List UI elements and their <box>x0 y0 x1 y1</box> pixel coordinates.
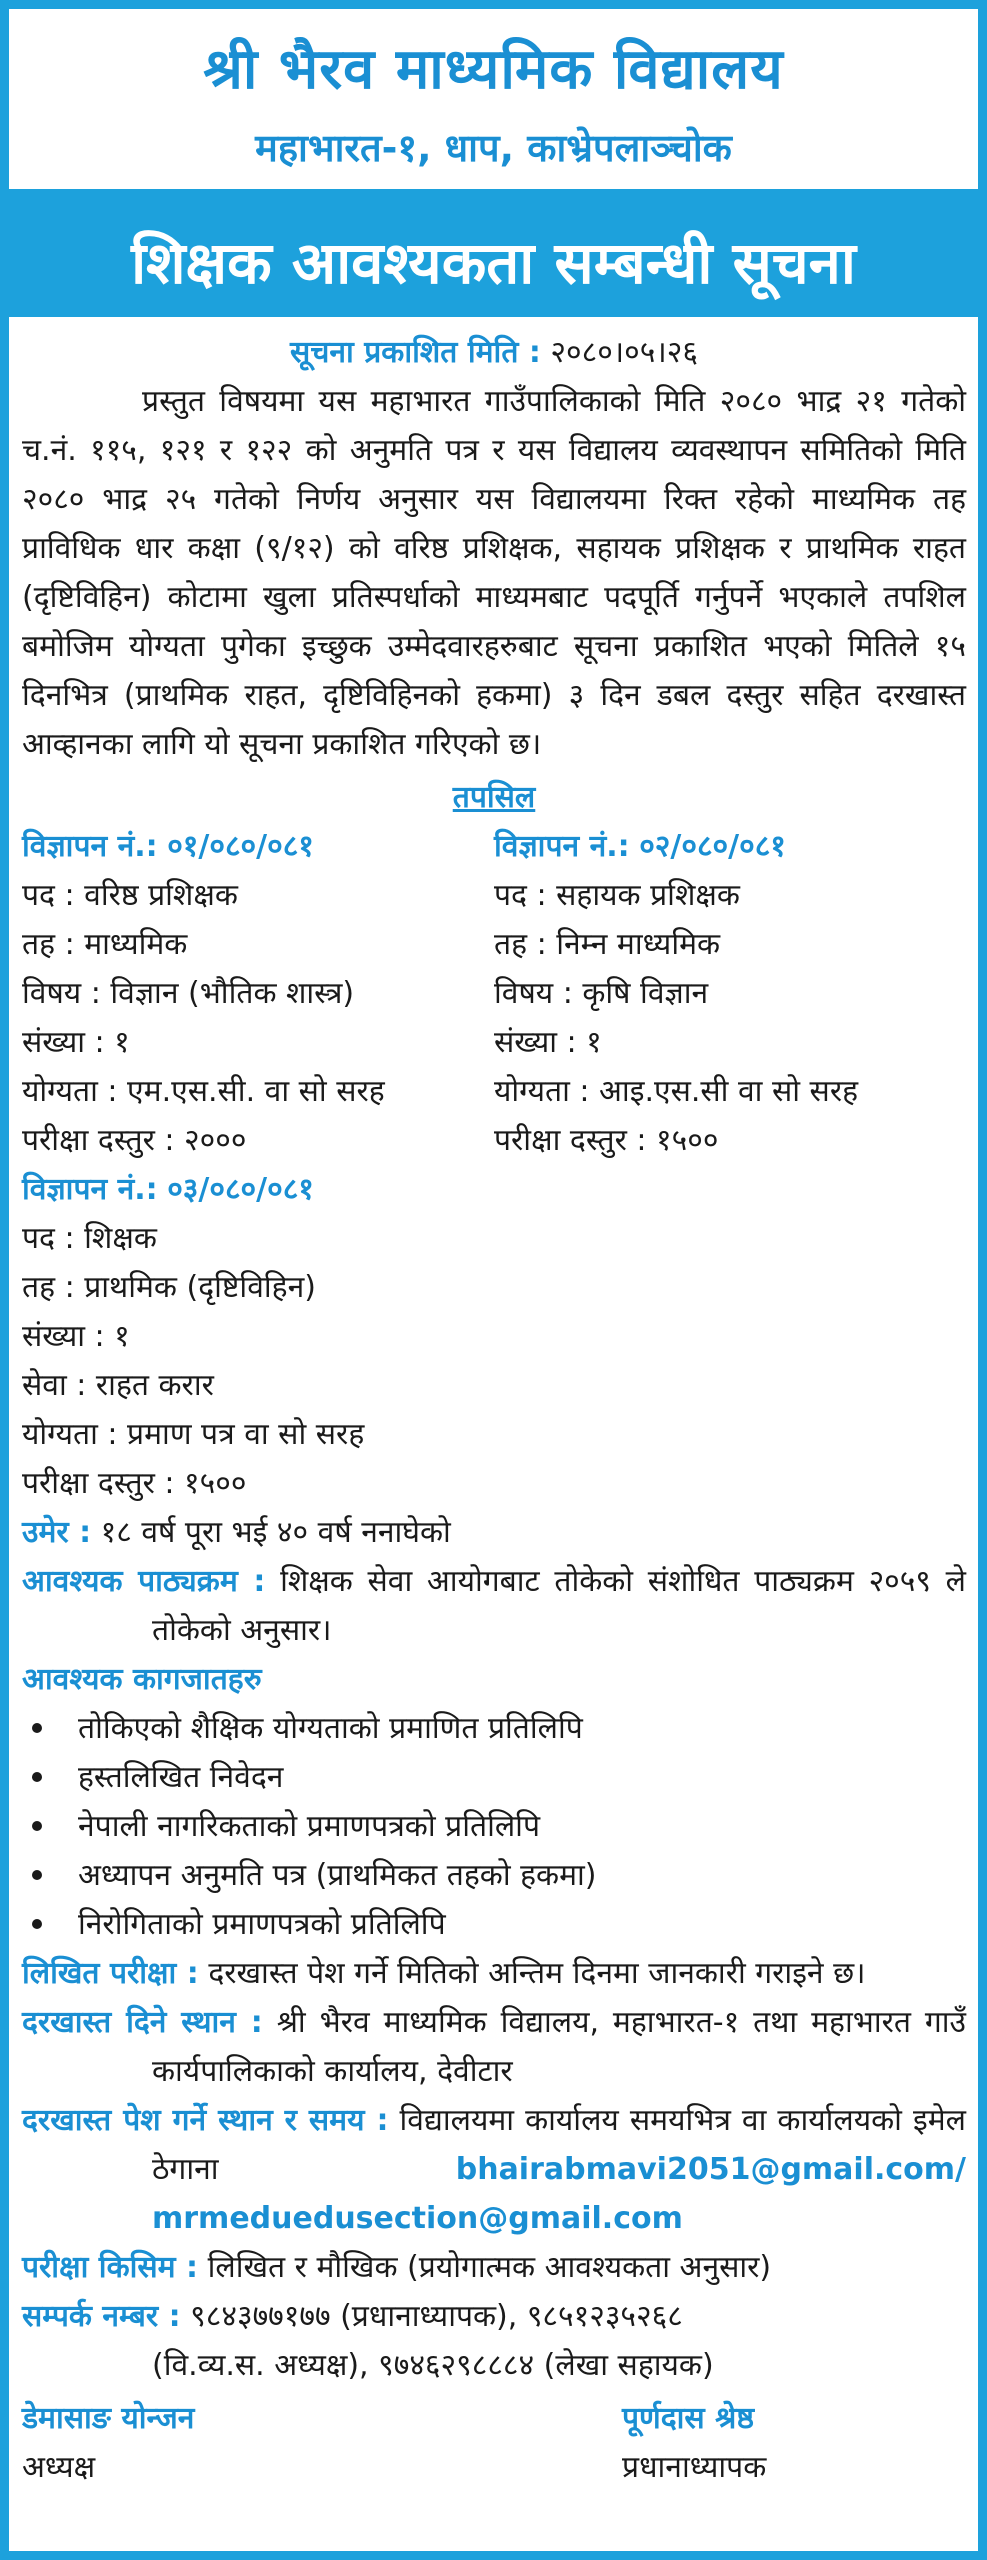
email-link-1[interactable]: bhairabmavi2051@gmail.com/ <box>455 2152 966 2187</box>
pub-date-value: २०८०।०५।२६ <box>550 335 698 370</box>
ad-line: तह : प्राथमिक (दृष्टिविहिन) <box>22 1270 316 1305</box>
ad-line: तह : निम्न माध्यमिक <box>494 927 721 962</box>
school-header <box>9 9 978 189</box>
bullet-icon <box>32 1723 42 1733</box>
age-value: १८ वर्ष पूरा भई ४० वर्ष ननाघेको <box>100 1515 451 1550</box>
ad-number-label: विज्ञापन नं.: <box>22 829 158 864</box>
ad-line: विषय : कृषि विज्ञान <box>494 976 709 1011</box>
signature-right <box>622 2394 966 2492</box>
ad-number-label: विज्ञापन नं.: <box>494 829 630 864</box>
signatures <box>22 2394 966 2492</box>
document-text: हस्तलिखित निवेदन <box>78 1760 284 1795</box>
application-place <box>22 1998 966 2096</box>
chairperson-name: डेमासाङ योन्जन <box>22 2401 195 2436</box>
ad-line: संख्या : १ <box>22 1025 130 1060</box>
ad-line: संख्या : १ <box>22 1319 130 1354</box>
age-requirement <box>22 1508 966 1557</box>
syllabus-value: शिक्षक सेवा आयोगबाट तोकेको संशोधित पाठ्यक्रम २०५९ ले तोकेको अनुसार। <box>152 1564 966 1648</box>
ads-row <box>22 822 966 1165</box>
notice-title: शिक्षक आवश्यकता सम्बन्धी सूचना <box>131 229 856 297</box>
contact-line-1: ९८४३७७१७७ (प्रधानाध्यापक), ९८५१२३५२६८ <box>190 2299 683 2334</box>
contact-info <box>22 2292 966 2390</box>
list-item <box>32 1704 966 1753</box>
ad-block-2 <box>494 822 966 1165</box>
list-item <box>32 1900 966 1949</box>
document-text: अध्यापन अनुमति पत्र (प्राथमिकत तहको हकमा) <box>78 1858 597 1893</box>
document-text: तोकिएको शैक्षिक योग्यताको प्रमाणित प्रतिलिपि <box>78 1711 583 1746</box>
age-label: उमेर : <box>22 1515 92 1550</box>
notice-body <box>22 328 966 2492</box>
signature-left <box>22 2394 622 2492</box>
ad-line: पद : सहायक प्रशिक्षक <box>494 878 740 913</box>
written-exam <box>22 1949 966 1998</box>
ad-line: परीक्षा दस्तुर : १५०० <box>494 1123 719 1158</box>
written-exam-label: लिखित परीक्षा : <box>22 1956 199 1991</box>
pub-date-label: सूचना प्रकाशित मिति : <box>290 335 541 370</box>
application-place-value: श्री भैरव माध्यमिक विद्यालय, महाभारत-१ तथा महाभारत गाउँ कार्यपालिकाको कार्यालय, देवीटार <box>152 2005 966 2089</box>
principal-name: पूर्णदास श्रेष्ठ <box>622 2401 755 2436</box>
list-item <box>32 1753 966 1802</box>
documents-list <box>22 1704 966 1949</box>
ad-line: सेवा : राहत करार <box>22 1368 214 1403</box>
ad-line: पद : वरिष्ठ प्रशिक्षक <box>22 878 238 913</box>
syllabus-label: आवश्यक पाठ्यक्रम : <box>22 1564 266 1599</box>
ad-line: विषय : विज्ञान (भौतिक शास्त्र) <box>22 976 355 1011</box>
list-item <box>32 1802 966 1851</box>
ad-number-label: विज्ञापन नं.: <box>22 1172 158 1207</box>
bullet-icon <box>32 1772 42 1782</box>
school-name: श्री भैरव माध्यमिक विद्यालय <box>203 37 784 102</box>
ad-number-value: ०१/०८०/०८१ <box>167 829 314 864</box>
ad-line: पद : शिक्षक <box>22 1221 157 1256</box>
document-text: निरोगिताको प्रमाणपत्रको प्रतिलिपि <box>78 1907 446 1942</box>
written-exam-value: दरखास्त पेश गर्ने मितिको अन्तिम दिनमा जानकारी गराइने छ। <box>208 1956 866 1991</box>
publication-date <box>22 328 966 377</box>
submission-label: दरखास्त पेश गर्ने स्थान र समय : <box>22 2103 389 2138</box>
submission-value: विद्यालयमा कार्यालय समयभित्र वा कार्यालयको इमेल ठेगाना <box>152 2103 966 2187</box>
list-item <box>32 1851 966 1900</box>
ad-number-value: ०३/०८०/०८१ <box>167 1172 314 1207</box>
bullet-icon <box>32 1870 42 1880</box>
ad-line: तह : माध्यमिक <box>22 927 188 962</box>
school-address: महाभारत-१, धाप, काभ्रेपलाञ्चोक <box>255 126 732 170</box>
contact-label: सम्पर्क नम्बर : <box>22 2299 181 2334</box>
email-link-2[interactable]: mrmeduedusection@gmail.com <box>152 2201 683 2236</box>
contact-line-2: (वि.व्य.स. अध्यक्ष), ९७४६२९८८८४ (लेखा सहायक) <box>152 2348 714 2383</box>
syllabus-requirement <box>22 1557 966 1655</box>
intro-paragraph: प्रस्तुत विषयमा यस महाभारत गाउँपालिकाको मिति २०८० भाद्र २१ गतेको च.नं. ११५, १२१ र १२२ को अनुमति पत्र र यस विद्यालय व्यवस्थापन समितिको मिति २०८० भाद्र २५ गतेको निर्णय अनुसार यस विद्यालयमा रिक्त रहेको माध्यमिक तह प्राविधिक धार कक्षा (९/१२) को वरिष्ठ प्रशिक्षक, सहायक प्रशिक्षक र प्राथमिक राहत (दृष्टिविहिन) कोटामा खुला प्रतिस्पर्धाको माध्यमबाट पदपूर्ति गर्नुपर्ने भएकाले तपशिल बमोजिम योग्यता पुगेका इच्छुक उम्मेदवारहरुबाट सूचना प्रकाशित भएको मितिले १५ दिनभित्र (प्राथमिक राहत, दृष्टिविहिनको हकमा) ३ दिन डबल दस्तुर सहित दरखास्त आव्हानका लागि यो सूचना प्रकाशित गरिएको छ। <box>22 384 967 762</box>
application-place-label: दरखास्त दिने स्थान : <box>22 2005 263 2040</box>
principal-title: प्रधानाध्यापक <box>622 2450 767 2485</box>
exam-type-value: लिखित र मौखिक (प्रयोगात्मक आवश्यकता अनुसार) <box>207 2250 772 2285</box>
ad-block-1 <box>22 822 494 1165</box>
bullet-icon <box>32 1919 42 1929</box>
exam-type <box>22 2243 966 2292</box>
ad-line: संख्या : १ <box>494 1025 602 1060</box>
ad-line: परीक्षा दस्तुर : १५०० <box>22 1466 247 1501</box>
notice-banner <box>9 189 978 317</box>
ad-line: योग्यता : प्रमाण पत्र वा सो सरह <box>22 1417 365 1452</box>
exam-type-label: परीक्षा किसिम : <box>22 2250 199 2285</box>
submission-info <box>22 2096 966 2243</box>
documents-heading: आवश्यक कागजातहरु <box>22 1662 262 1697</box>
ad-number-value: ०२/०८०/०८१ <box>639 829 786 864</box>
ad-line: योग्यता : आइ.एस.सी वा सो सरह <box>494 1074 859 1109</box>
bullet-icon <box>32 1821 42 1831</box>
details-heading: तपसिल <box>452 780 536 815</box>
chairperson-title: अध्यक्ष <box>22 2450 96 2485</box>
ad-line: योग्यता : एम.एस.सी. वा सो सरह <box>22 1074 385 1109</box>
ad-line: परीक्षा दस्तुर : २००० <box>22 1123 247 1158</box>
ad-block-3 <box>22 1165 966 1508</box>
document-text: नेपाली नागरिकताको प्रमाणपत्रको प्रतिलिपि <box>78 1809 540 1844</box>
